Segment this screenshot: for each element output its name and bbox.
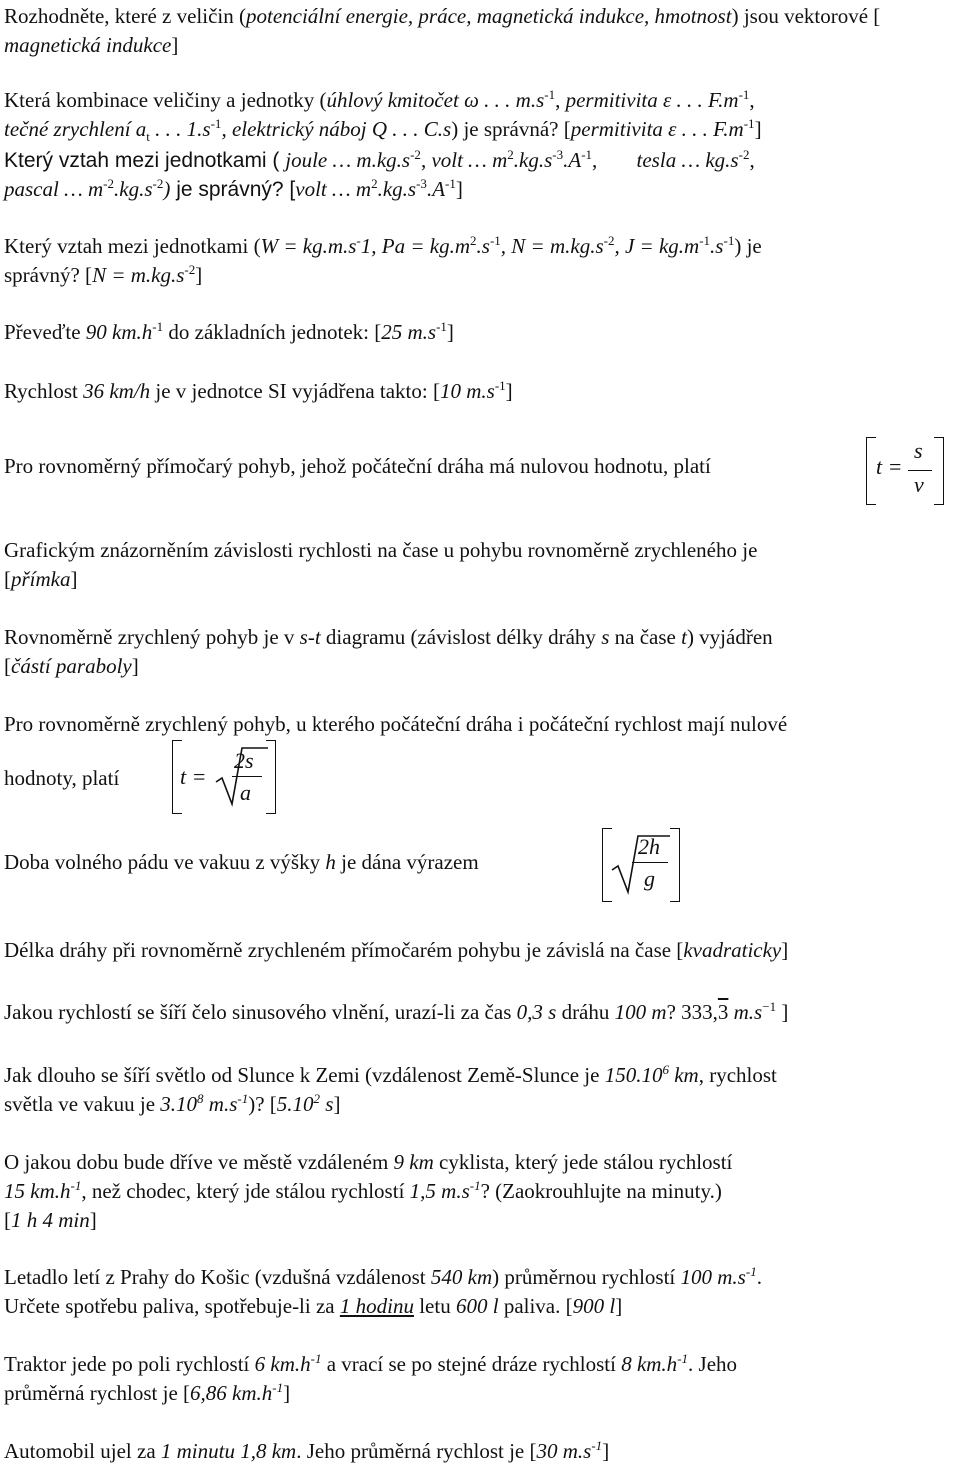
bracket-right [266,740,276,814]
answer: přímka [11,567,71,591]
answer: permitivita ε . . . F.m [570,117,744,141]
answer: volt … m [295,177,372,201]
quantity-list: potenciální energie, práce, magnetická indukce, hmotnost [245,4,732,28]
answer: 6,86 km.h [190,1381,273,1405]
answer: N = m.kg.s [92,263,185,287]
answer: 30 m.s [536,1439,592,1463]
answer: částí paraboly [11,654,132,678]
answer: kvadraticky [683,938,782,962]
question-speed-si: Rychlost 36 km/h je v jednotce SI vyjádřena takto: [10 $m.s^{-1}$] [4,378,513,403]
answer: 900 l [572,1294,616,1318]
answer: 1 h 4 min [11,1208,90,1232]
question-accelerated-motion: Pro rovnoměrně zrychlený pohyb, u kterého počáteční dráha i počáteční rychlost mají nulové [4,712,788,736]
question-uniform-motion: Pro rovnoměrný přímočarý pohyb, jehož počáteční dráha má nulovou hodnotu, platí [4,454,711,478]
question-quantity-unit-combination: Která kombinace veličiny a jednotky (úhlový kmitočet ω . . . $m.s^{-1}$, permitivita ε . . . $F.m^{-1}$, tečné zrychlení $a_t$ . . . $1.s^{-1}$, elektrický náboj Q . . . C.s) je správná? [permitivita ε . . . $F.m^{-1}$] [4,87,762,145]
repeating-digit: 3 [717,1000,729,1024]
question-unit-relation-1: Který vztah mezi jednotkami ( joule … $m.kg.s^{-2}$, volt … $m^2.kg.s^{-3}.A^{-1}$, tesla … $kg.s^{-2}$, pascal … $m^{-2}.kg.s^{-2}$) je správný? [volt … $m^2.kg.s^{-3}.A^{-1}$] [4,147,755,201]
question-st-diagram: Rovnoměrně zrychlený pohyb je v s-t diagramu (závislost délky dráhy s na čase t) vyjádřen [částí paraboly] [4,625,773,678]
question-car-average: Automobil ujel za 1 minutu 1,8 km. Jeho průměrná rychlost je [30 $m.s^{-1}$] [4,1438,610,1463]
bracket-left [866,437,876,505]
question-unit-relation-2: Který vztah mezi jednotkami (W = kg.m.s-1, $Pa = kg.m^2.s^{-1}$, $N = m.kg.s^{-2}$, $J = kg.m^{-1}.s^{-1}$) je správný? $[N = m.kg.s^{-2}]$ [4,233,762,287]
question-free-fall: Doba volného pádu ve vakuu z výšky h je dána výrazem [4,850,479,874]
bracket-right [670,828,680,902]
fraction-bar [632,862,668,863]
question-accelerated-motion-line2: hodnoty, platí [4,766,120,790]
question-cyclist-pedestrian: O jakou dobu bude dříve ve městě vzdáleném 9 km cyklista, který jede stálou rychlostí 15 $km.h^{-1}$, než chodec, který jde stálou rychlostí 1,5 $m.s^{-1}$? (Zaokrouhlujte na minuty.) [1 h 4 min] [4,1150,733,1232]
answer: 25 m.s [381,320,437,344]
question-light-travel: Jak dlouho se šíří světlo od Slunce k Zemi (vzdálenost Země-Slunce je 150.10$^6$ km, rychlost světla ve vakuu je 3.10$^8$ $m.s^{-1}$)? [5.10$^2$ s] [4,1062,777,1116]
question-convert-units: Převeďte 90 $km.h^{-1}$ do základních jednotek: [25 $m.s^{-1}$] [4,319,454,344]
answer: magnetická indukce [4,33,172,57]
answer: 10 m.s [439,379,495,403]
bracket-right [934,437,944,505]
question-airplane-fuel: Letadlo letí z Prahy do Košic (vzdušná vzdálenost 540 km) průměrnou rychlostí 100 $m.s^{-1}$. Určete spotřebu paliva, spotřebuje-li za 1 hodinu letu 600 l paliva. [900 l] [4,1264,762,1318]
fraction-bar [908,470,932,471]
question-wave-speed: Jakou rychlostí se šíří čelo sinusového vlnění, urazí-li za čas 0,3 s dráhu 100 m? 333,3 $m.s^{-1}$ ] [4,999,789,1024]
question-tractor-average: Traktor jede po poli rychlostí 6 $km.h^{-1}$ a vrací se po stejné dráze rychlostí 8 $km.h^{-1}$. Jeho průměrná rychlost je [6,86 $km.h^{-1}$] [4,1351,738,1405]
question-velocity-graph: Grafickým znázorněním závislosti rychlosti na čase u pohybu rovnoměrně zrychleného je [přímka] [4,538,758,591]
answer: 5.10 [276,1092,314,1116]
question-distance-time: Délka dráhy při rovnoměrně zrychleném přímočarém pohybu je závislá na čase [kvadraticky] [4,938,789,962]
question-vector-quantities: Rozhodněte, které z veličin (potenciální energie, práce, magnetická indukce, hmotnost) jsou vektorové [ magnetická indukce] [4,2,956,60]
fraction-bar [232,776,262,777]
